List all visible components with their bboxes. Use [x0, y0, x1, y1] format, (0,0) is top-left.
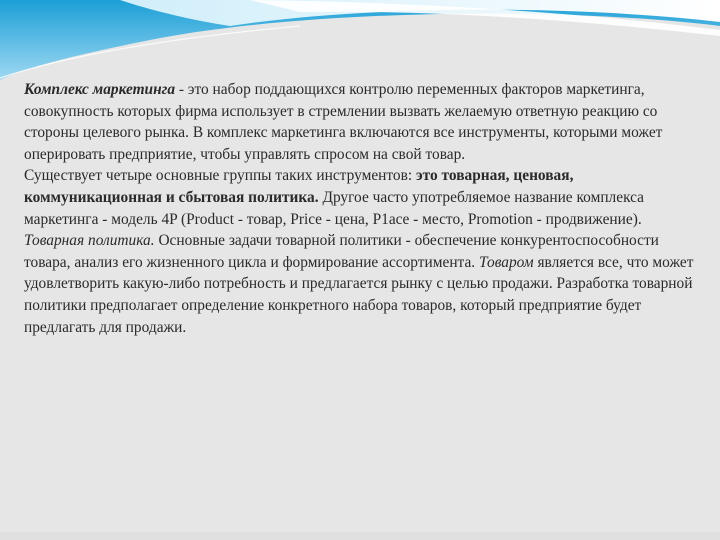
- header-wave-decoration: [0, 0, 720, 90]
- term-product-policy: Товарная политика.: [24, 232, 155, 250]
- body-text: [24, 79, 696, 338]
- term-product: Товаром: [479, 253, 534, 271]
- term-marketing-mix: Комплекс маркетинга: [24, 81, 176, 98]
- instruments-4p: Другое часто употребляемое название комплекса маркетинга - модель 4P (Product - товар, Price - цена, P1ace - место, Promotion - продвижение).: [24, 188, 645, 228]
- instruments-policies: это товарная, ценовая, коммуникационная и сбытовая политика.: [24, 167, 574, 206]
- footer-shade: [0, 532, 720, 540]
- paragraph-instruments: [24, 165, 696, 230]
- paragraph-product-policy: [24, 230, 696, 338]
- product-policy-text: Основные задачи товарной политики - обеспечение конкурентоспособности товара, анализ его жизненного цикла и формирование ассортимента.: [24, 232, 659, 271]
- definition-text: - это набор поддающихся контролю переменных факторов маркетинга, совокупность которых фирма использует в стремлении вызвать желаемую ответную реакцию со стороны целевого рынка. В комплекс маркетинга включаются все инструменты, которыми может оперировать предприятие, чтобы управлять спросом на свой товар.: [24, 81, 663, 163]
- paragraph-definition: [24, 79, 696, 165]
- product-definition-text: является все, что может удовлетворить какую-либо потребность и предлагается рынку с целью продажи. Разработка товарной политики предполагает определение конкретного набора товаров, который предприятие будет предлагать для продажи.: [24, 253, 694, 336]
- instruments-intro: Существует четыре основные группы таких инструментов:: [24, 167, 416, 185]
